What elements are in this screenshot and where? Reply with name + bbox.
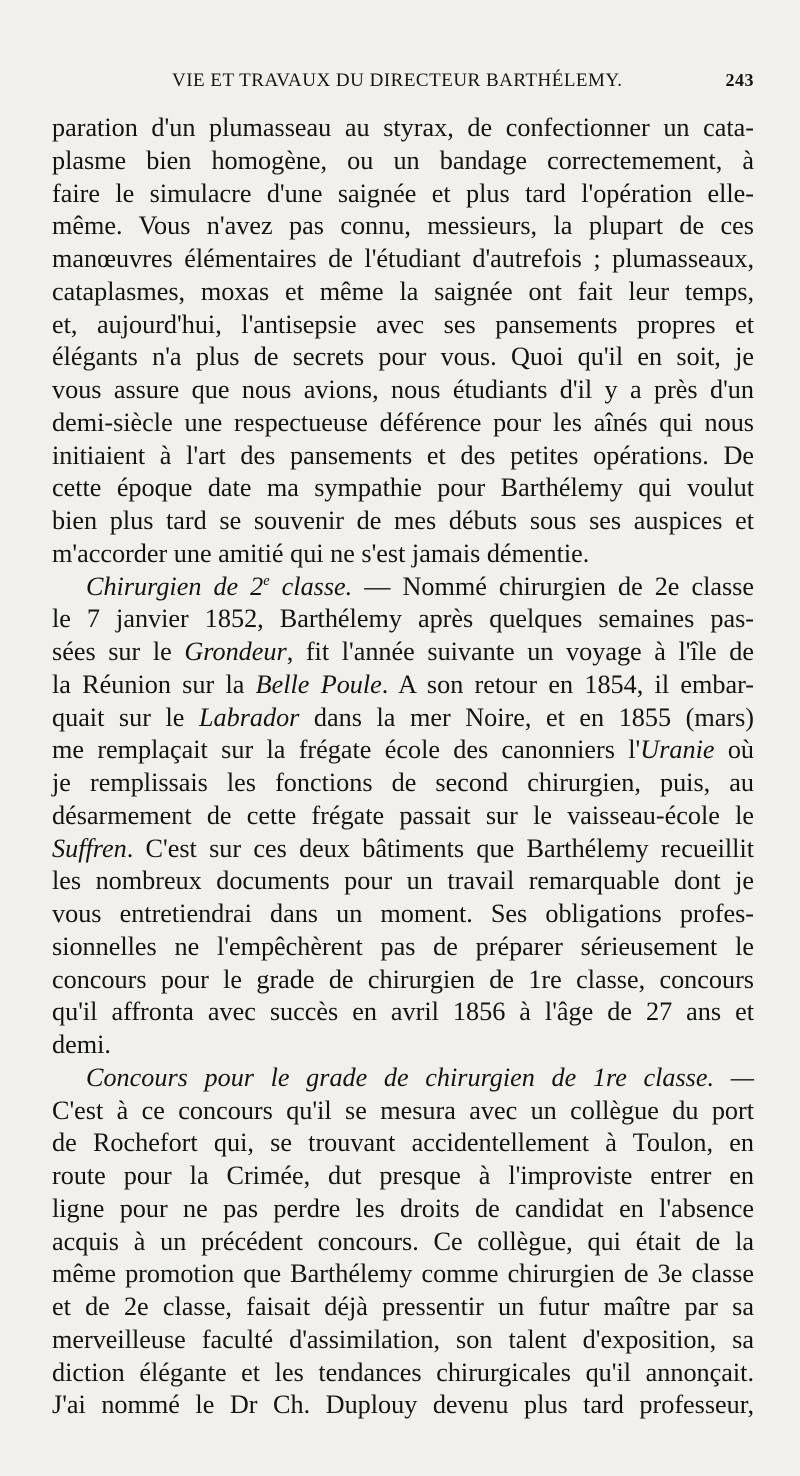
text-line xyxy=(52,636,754,669)
text-line: bien plus tard se souvenir de mes débuts sous ses auspices et xyxy=(52,506,754,535)
text-line: même. Vous n'avez pas connu, messieurs, la plupart de ces xyxy=(52,211,754,241)
text-line: paration d'un plumasseau au styrax, de confectionner un cata- xyxy=(52,113,754,142)
text-line xyxy=(52,669,754,702)
text-line: vous entretiendrai dans un moment. Ses obligations profes- xyxy=(52,899,754,928)
section-heading: Concours pour le grade de chirurgien de 1re classe. — xyxy=(86,1062,754,1092)
text-line: acquis à un précédent concours. Ce collègue, qui était de la xyxy=(52,1226,754,1256)
heading-sup: e xyxy=(263,572,270,589)
text-line: le 7 janvier 1852, Barthélemy après quelques semaines pas- xyxy=(52,604,754,634)
text-line: désarmement de cette frégate passait sur le vaisseau-école le xyxy=(52,800,754,830)
section-heading xyxy=(86,572,352,601)
running-title: VIE ET TRAVAUX DU DIRECTEUR BARTHÉLEMY. xyxy=(172,70,623,91)
text-line: J'ai nommé le Dr Ch. Duplouy devenu plus tard professeur, xyxy=(52,1390,754,1420)
text-line: demi-siècle une respectueuse déférence pour les aînés qui nous xyxy=(52,407,754,437)
text-line: plasme bien homogène, ou un bandage correctemement, à xyxy=(52,145,754,175)
text-line: et de 2e classe, faisait déjà pressentir un futur maître par sa xyxy=(52,1292,754,1321)
ship-name: Labrador xyxy=(198,702,300,732)
line-pre: me remplaçait sur la frégate école des canonniers l' xyxy=(52,735,641,765)
line-post: . A son retour en 1854, il embar- xyxy=(381,669,754,699)
section-heading-line xyxy=(52,1062,754,1095)
text-line: sionnelles ne l'empêchèrent pas de préparer sérieusement le xyxy=(52,931,754,961)
text-line: cataplasmes, moxas et même la saignée ont fait leur temps, xyxy=(52,276,754,306)
text-line: les nombreux documents pour un travail remarquable dont je xyxy=(52,866,754,896)
text-line: manœuvres élémentaires de l'étudiant d'autrefois ; plumasseaux, xyxy=(52,244,754,273)
text-line: route pour la Crimée, dut presque à l'improviste entrer en xyxy=(52,1161,754,1190)
text-line: diction élégante et les tendances chirurgicales qu'il annonçait. xyxy=(52,1357,754,1387)
heading-lead: Chirurgien de 2 xyxy=(86,571,264,601)
ship-name: Belle Poule xyxy=(255,669,382,699)
text-line: concours pour le grade de chirurgien de 1re classe, concours xyxy=(52,964,754,994)
text-line: merveilleuse faculté d'assimilation, son talent d'exposition, sa xyxy=(52,1324,754,1354)
heading-tail: classe. xyxy=(269,571,353,601)
text-line xyxy=(52,702,754,735)
line-pre: la Réunion sur la xyxy=(52,669,256,699)
ship-name: Suffren xyxy=(52,833,127,863)
text-line: m'accorder une amitié qui ne s'est jamais démentie. xyxy=(52,538,590,568)
text-line: vous assure que nous avions, nous étudiants d'il y a près d'un xyxy=(52,375,754,404)
line-post: dans la mer Noire, et en 1855 (mars) xyxy=(299,702,754,732)
running-head xyxy=(172,70,754,92)
ship-name: Uranie xyxy=(640,735,715,765)
line-pre: quait sur le xyxy=(52,702,199,732)
line-post: . C'est sur ces deux bâtiments que Barthélemy recueillit xyxy=(126,833,754,863)
text-line: cette époque date ma sympathie pour Barthélemy qui voulut xyxy=(52,473,754,503)
text-line xyxy=(52,833,754,866)
text-line: C'est à ce concours qu'il se mesura avec un collègue du port xyxy=(52,1095,754,1125)
section-heading-line xyxy=(52,571,754,604)
text-line: et, aujourd'hui, l'antisepsie avec ses pansements propres et xyxy=(52,309,754,339)
ship-name: Grondeur xyxy=(184,637,287,666)
text-line: élégants n'a plus de secrets pour vous. Quoi qu'il en soit, je xyxy=(52,342,754,372)
line-pre: sées sur le xyxy=(52,637,185,666)
page-number: 243 xyxy=(725,70,754,90)
text-line: de Rochefort qui, se trouvant accidentellement à Toulon, en xyxy=(52,1128,754,1158)
text-line: qu'il affronta avec succès en avril 1856 à l'âge de 27 ans et xyxy=(52,997,754,1027)
text-line: même promotion que Barthélemy comme chirurgien de 3e classe xyxy=(52,1259,754,1289)
text-line: demi. xyxy=(52,1030,111,1059)
text-line xyxy=(52,734,754,767)
text-line: je remplissais les fonctions de second chirurgien, puis, au xyxy=(52,768,754,797)
text-line: faire le simulacre d'une saignée et plus tard l'opération elle- xyxy=(52,178,754,208)
heading-rest: — Nommé chirurgien de 2e classe xyxy=(352,571,754,601)
line-post: , fit l'année suivante un voyage à l'île de xyxy=(286,637,754,666)
text-line: initiaient à l'art des pansements et des petites opérations. De xyxy=(52,440,754,470)
body-text xyxy=(52,112,754,1422)
line-post: où xyxy=(714,735,754,765)
text-line: ligne pour ne pas perdre les droits de candidat en l'absence xyxy=(52,1193,754,1223)
